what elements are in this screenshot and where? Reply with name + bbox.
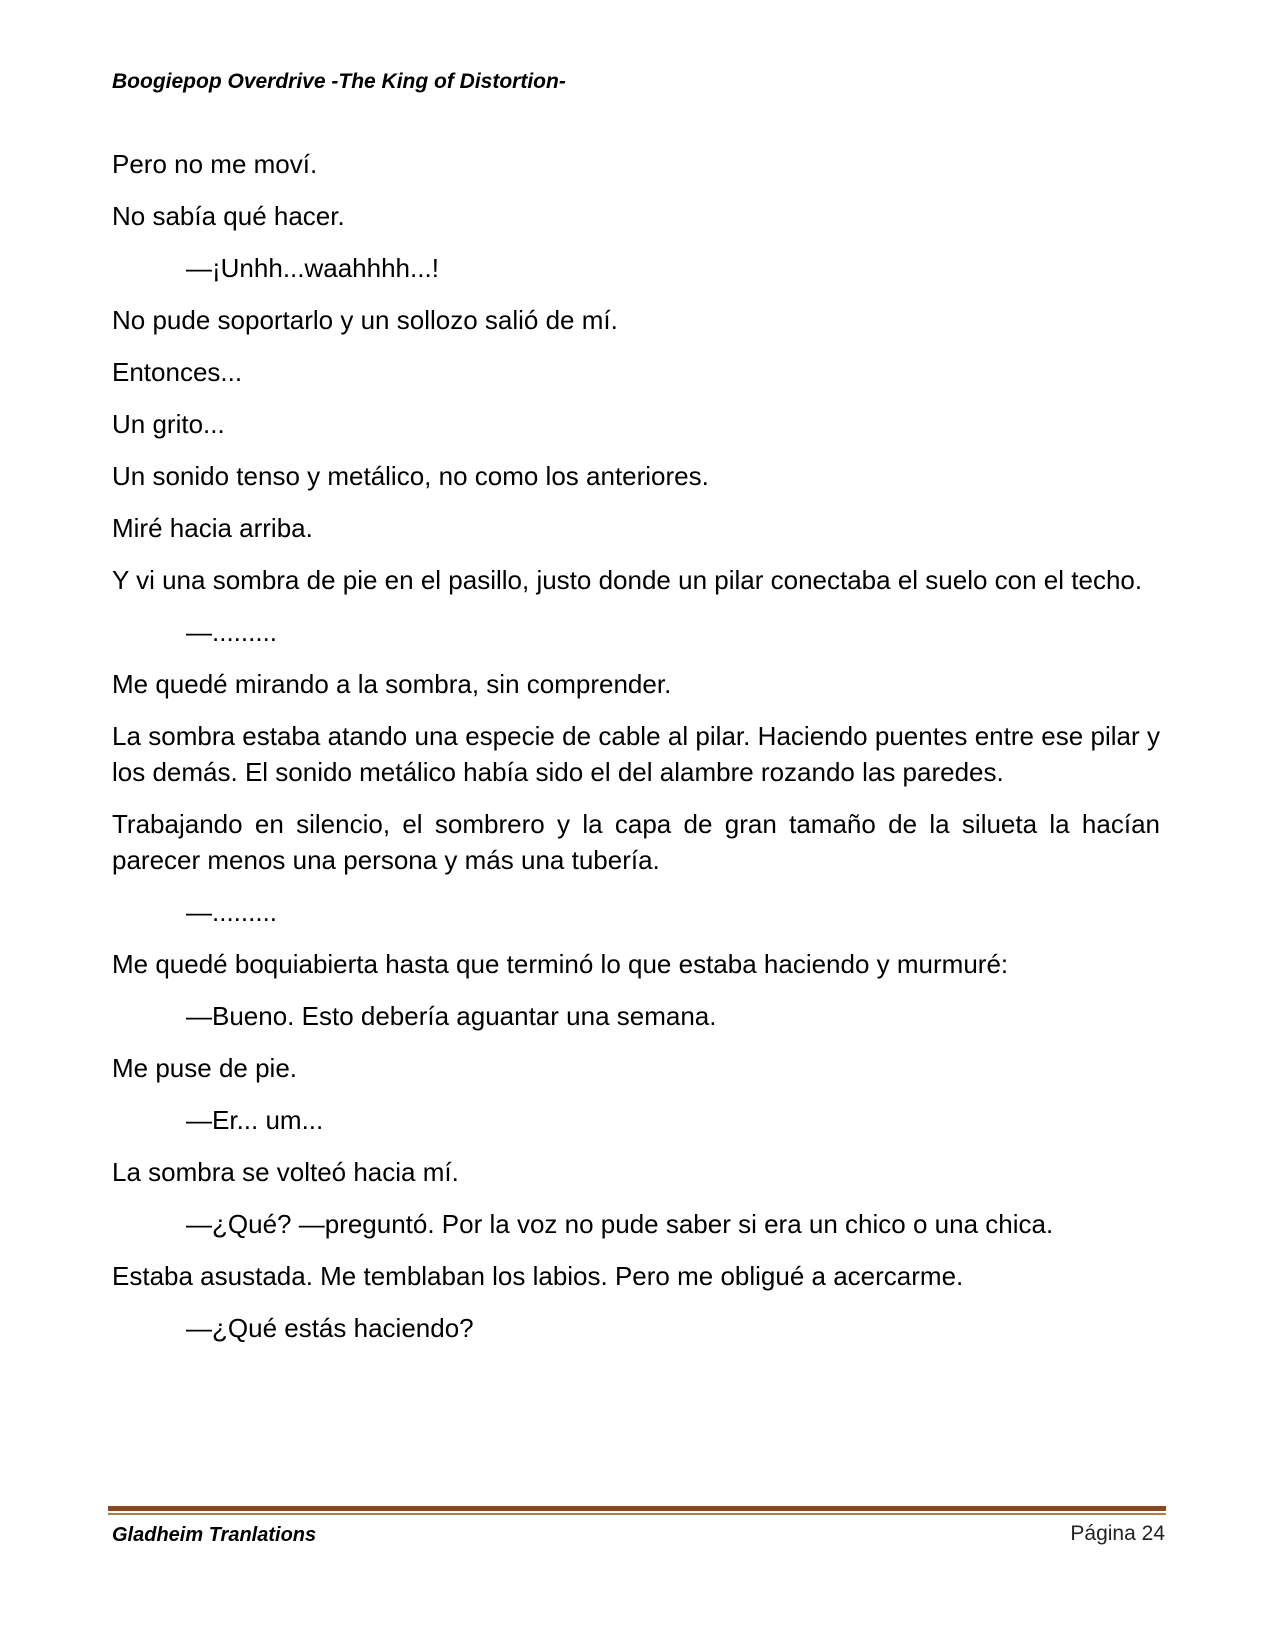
paragraph: —......... [186, 617, 278, 647]
paragraph: —Er... um... [186, 1105, 324, 1135]
footer-divider [108, 1506, 1166, 1515]
paragraph: Trabajando en silencio, el sombrero y la capa de gran tamaño de la silueta la hacían parecer menos una persona y más una tubería. [112, 809, 1160, 875]
paragraph: No sabía qué hacer. [112, 201, 345, 231]
page-label: Página [1070, 1522, 1136, 1545]
paragraph: Me puse de pie. [112, 1053, 298, 1083]
footer-page-number [1070, 1522, 1165, 1546]
paragraph: —¿Qué? —preguntó. Por la voz no pude saber si era un chico o una chica. [186, 1209, 1054, 1239]
paragraph: Estaba asustada. Me temblaban los labios. Pero me obligué a acercarme. [112, 1261, 964, 1291]
paragraph: —¡Unhh...waahhhh...! [186, 253, 439, 283]
paragraph: Me quedé mirando a la sombra, sin comprender. [112, 669, 672, 699]
paragraph: Un sonido tenso y metálico, no como los anteriores. [112, 461, 709, 491]
paragraph: —¿Qué estás haciendo? [186, 1313, 474, 1343]
paragraph: Un grito... [112, 409, 225, 439]
paragraph: —Bueno. Esto debería aguantar una semana. [186, 1001, 717, 1031]
paragraph: —......... [186, 897, 278, 927]
page-body [112, 146, 1160, 1362]
paragraph: La sombra se volteó hacia mí. [112, 1157, 459, 1187]
paragraph: Y vi una sombra de pie en el pasillo, justo donde un pilar conectaba el suelo con el techo. [112, 565, 1143, 595]
footer-translator-credit: Gladheim Tranlations [112, 1524, 317, 1546]
paragraph: La sombra estaba atando una especie de cable al pilar. Haciendo puentes entre ese pilar y los demás. El sonido metálico había sido el del alambre rozando las paredes. [112, 721, 1160, 787]
footer-divider-thin [108, 1513, 1166, 1515]
paragraph: No pude soportarlo y un sollozo salió de mí. [112, 305, 618, 335]
paragraph: Miré hacia arriba. [112, 513, 313, 543]
running-header-title: Boogiepop Overdrive -The King of Distortion- [112, 70, 566, 93]
paragraph: Me quedé boquiabierta hasta que terminó lo que estaba haciendo y murmuré: [112, 949, 1009, 979]
page-number: 24 [1141, 1522, 1165, 1545]
paragraph: Pero no me moví. [112, 149, 318, 179]
paragraph: Entonces... [112, 357, 243, 387]
